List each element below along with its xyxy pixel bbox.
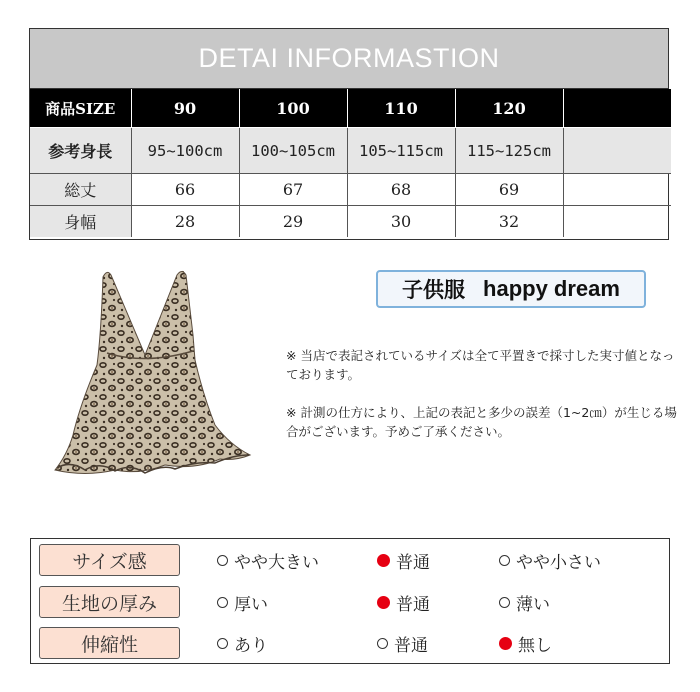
fit-option-label: あり bbox=[234, 635, 268, 656]
product-title-badge bbox=[376, 270, 646, 308]
radio-empty-icon bbox=[377, 638, 388, 649]
radio-empty-icon bbox=[499, 555, 510, 566]
table-cell bbox=[563, 206, 671, 238]
size-table bbox=[29, 28, 669, 240]
fit-option-label: やや小さい bbox=[516, 552, 601, 573]
table-cell: 29 bbox=[239, 206, 347, 238]
fit-option-label: 薄い bbox=[516, 594, 550, 615]
fit-option-selected bbox=[499, 627, 552, 659]
fit-option-label: 無し bbox=[518, 635, 552, 656]
table-cell: 100~105cm bbox=[239, 128, 347, 174]
header-cell: 110 bbox=[347, 89, 455, 128]
header-cell: 商品SIZE bbox=[30, 89, 131, 128]
fit-option-label: 普通 bbox=[394, 635, 428, 656]
radio-empty-icon bbox=[217, 597, 228, 608]
table-cell: 105~115cm bbox=[347, 128, 455, 174]
fit-option-label: 普通 bbox=[396, 552, 430, 573]
fit-row-thickness bbox=[37, 586, 665, 618]
radio-filled-icon bbox=[377, 596, 390, 609]
fit-option-label: 普通 bbox=[396, 594, 430, 615]
table-row bbox=[30, 174, 671, 206]
fit-option bbox=[217, 627, 268, 659]
note-tolerance: ※ 計測の仕方により、上記の表記と多少の誤差（1~2㎝）が生じる場合がございます。予めご了承ください。 bbox=[286, 405, 677, 439]
brand-label: happy dream bbox=[483, 276, 620, 301]
table-cell: 28 bbox=[131, 206, 239, 238]
category-label: 子供服 bbox=[402, 278, 466, 302]
header-cell bbox=[563, 89, 671, 128]
fit-option bbox=[499, 544, 601, 576]
fit-label: サイズ感 bbox=[39, 544, 180, 576]
size-grid bbox=[30, 89, 671, 237]
table-cell bbox=[563, 174, 671, 206]
fit-option-selected bbox=[377, 544, 430, 576]
fit-option-label: やや大きい bbox=[234, 552, 319, 573]
fit-option bbox=[217, 544, 319, 576]
radio-filled-icon bbox=[499, 637, 512, 650]
table-cell: 67 bbox=[239, 174, 347, 206]
table-cell bbox=[563, 128, 671, 174]
table-row bbox=[30, 206, 671, 238]
header-cell: 120 bbox=[455, 89, 563, 128]
fit-option bbox=[217, 586, 268, 618]
fit-row-stretch bbox=[37, 627, 665, 659]
product-image bbox=[45, 265, 260, 495]
fit-label: 伸縮性 bbox=[39, 627, 180, 659]
table-cell: 66 bbox=[131, 174, 239, 206]
table-cell: 68 bbox=[347, 174, 455, 206]
fit-panel bbox=[30, 538, 670, 664]
note-measurement: ※ 当店で表記されているサイズは全て平置きで採寸した実寸値となっております。 bbox=[286, 348, 675, 382]
radio-empty-icon bbox=[499, 597, 510, 608]
fit-option bbox=[499, 586, 550, 618]
radio-empty-icon bbox=[217, 638, 228, 649]
row-label: 総丈 bbox=[30, 174, 131, 206]
radio-empty-icon bbox=[217, 555, 228, 566]
table-cell: 95~100cm bbox=[131, 128, 239, 174]
row-label: 参考身長 bbox=[30, 128, 131, 174]
table-row bbox=[30, 128, 671, 174]
fit-label: 生地の厚み bbox=[39, 586, 180, 618]
row-label: 身幅 bbox=[30, 206, 131, 238]
fit-option-label: 厚い bbox=[234, 594, 268, 615]
fit-row-size bbox=[37, 544, 665, 576]
table-header-row bbox=[30, 89, 671, 128]
table-cell: 30 bbox=[347, 206, 455, 238]
table-cell: 32 bbox=[455, 206, 563, 238]
header-cell: 100 bbox=[239, 89, 347, 128]
radio-filled-icon bbox=[377, 554, 390, 567]
header-cell: 90 bbox=[131, 89, 239, 128]
fit-option bbox=[377, 627, 428, 659]
table-cell: 69 bbox=[455, 174, 563, 206]
table-cell: 115~125cm bbox=[455, 128, 563, 174]
fit-option-selected bbox=[377, 586, 430, 618]
table-title: DETAI INFORMASTION bbox=[30, 29, 668, 89]
